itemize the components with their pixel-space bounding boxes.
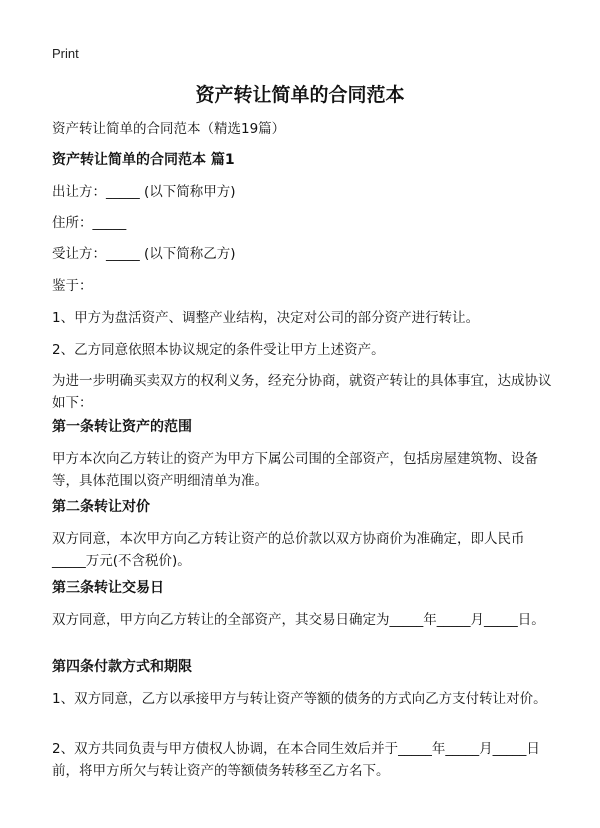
article-3-title: 第三条转让交易日 (52, 580, 164, 596)
article-4-title: 第四条付款方式和期限 (52, 659, 192, 675)
article-4-item-2: 2、双方共同负责与甲方债权人协调，在本合同生效后并于_____年_____月_____日前，将甲方所欠与转让资产的等额债务转移至乙方名下。 (52, 741, 540, 779)
article-1-body: 甲方本次向乙方转让的资产为甲方下属公司围的全部资产，包括房屋建筑物、设备等，具体范围以资产明细清单为准。 (52, 451, 538, 489)
buyer-line: 受让方：_____ (以下简称乙方) (52, 246, 236, 262)
article-1-title: 第一条转让资产的范围 (52, 419, 192, 435)
print-label[interactable]: Print (52, 46, 79, 61)
whereas-line: 鉴于： (52, 278, 93, 294)
article-2-title: 第二条转让对价 (52, 499, 150, 515)
section-title: 资产转让简单的合同范本 篇1 (52, 152, 235, 168)
whereas-item-2: 2、乙方同意依照本协议规定的条件受让甲方上述资产。 (52, 342, 385, 358)
document-subtitle: 资产转让简单的合同范本（精选19篇） (52, 121, 286, 137)
article-2-body: 双方同意，本次甲方向乙方转让资产的总价款以双方协商价为准确定，即人民币_____万元(不含税价)。 (52, 531, 525, 569)
whereas-item-1: 1、甲方为盘活资产、调整产业结构，决定对公司的部分资产进行转让。 (52, 310, 480, 326)
article-4-item-1: 1、双方同意，乙方以承接甲方与转让资产等额的债务的方式向乙方支付转让对价。 (52, 691, 547, 707)
address-line: 住所：_____ (52, 215, 127, 231)
article-3-body: 双方同意，甲方向乙方转让的全部资产，其交易日确定为_____年_____月_____日。 (52, 612, 545, 628)
intro-paragraph: 为进一步明确买卖双方的权利义务，经充分协商，就资产转让的具体事宜，达成协议如下： (52, 373, 552, 411)
document-title: 资产转让简单的合同范本 (195, 84, 405, 106)
seller-line: 出让方：_____ (以下简称甲方) (52, 184, 236, 200)
